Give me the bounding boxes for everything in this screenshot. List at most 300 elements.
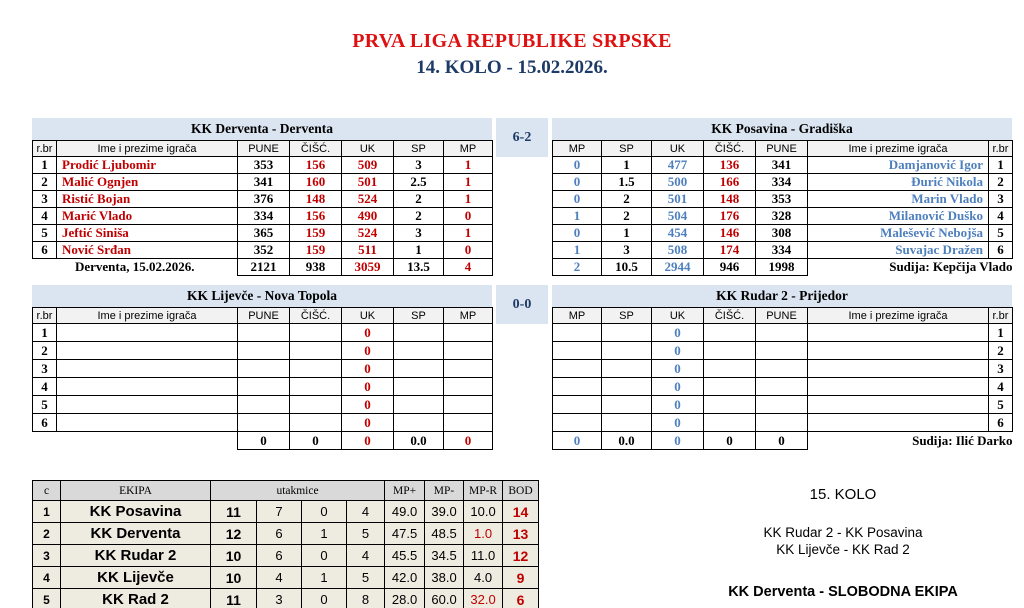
column-header-row xyxy=(33,308,493,324)
player-row xyxy=(553,242,1013,259)
player-name: Milanović Duško xyxy=(808,208,989,225)
player-rbr: 3 xyxy=(33,191,57,208)
uk-value: 0 xyxy=(342,414,394,432)
player-name xyxy=(57,360,238,378)
col-header-cisc: ČIŠĆ. xyxy=(290,308,342,324)
pune-total: 0 xyxy=(238,432,290,450)
team-name: KK Derventa xyxy=(61,523,211,545)
player-rbr: 6 xyxy=(989,414,1013,432)
uk-value: 454 xyxy=(652,225,704,242)
player-rbr: 6 xyxy=(33,242,57,259)
away-team-header: KK Rudar 2 - Prijedor xyxy=(552,285,1012,307)
pune-value xyxy=(756,324,808,342)
free-team-note: KK Derventa - SLOBODNA EKIPA xyxy=(728,584,958,600)
player-row xyxy=(553,174,1013,191)
player-row xyxy=(33,396,493,414)
pune-value: 376 xyxy=(238,191,290,208)
sp-value: 2.5 xyxy=(394,174,444,191)
col-header-uk: UK xyxy=(652,141,704,157)
player-name xyxy=(57,396,238,414)
uk-value: 0 xyxy=(342,342,394,360)
standings-row xyxy=(33,501,539,523)
mp-diff: 32.0 xyxy=(464,589,503,608)
sp-value xyxy=(394,396,444,414)
cisc-value: 146 xyxy=(704,225,756,242)
col-header-name: Ime i prezime igrača xyxy=(57,308,238,324)
pune-value xyxy=(756,342,808,360)
player-name: Nović Srđan xyxy=(57,242,238,259)
sp-value: 1.5 xyxy=(602,174,652,191)
pune-value: 353 xyxy=(756,191,808,208)
player-rbr: 6 xyxy=(33,414,57,432)
player-rbr: 2 xyxy=(989,342,1013,360)
cisc-total: 0 xyxy=(290,432,342,450)
match-1-home-table xyxy=(32,118,492,276)
player-name: Ristić Bojan xyxy=(57,191,238,208)
player-row xyxy=(553,225,1013,242)
player-row xyxy=(553,157,1013,174)
player-rbr: 6 xyxy=(989,242,1013,259)
player-rbr: 5 xyxy=(33,396,57,414)
col-header-mp-minus: MP- xyxy=(425,481,464,501)
totals-row xyxy=(33,432,493,450)
mp-plus: 28.0 xyxy=(385,589,425,608)
round-date-subtitle: 14. KOLO - 15.02.2026. xyxy=(416,57,608,78)
player-row xyxy=(553,208,1013,225)
pune-value xyxy=(238,360,290,378)
player-name: Prodić Ljubomir xyxy=(57,157,238,174)
lost: 5 xyxy=(347,567,385,589)
column-header-row xyxy=(553,141,1013,157)
pune-value: 341 xyxy=(238,174,290,191)
won: 6 xyxy=(257,523,302,545)
standings-header-row xyxy=(33,481,539,501)
referee-label: Sudija: Ilić Darko xyxy=(808,432,1013,450)
next-round-section xyxy=(670,480,1016,600)
player-name: Đurić Nikola xyxy=(808,174,989,191)
points: 6 xyxy=(503,589,539,608)
points: 12 xyxy=(503,545,539,567)
away-team-header: KK Posavina - Gradiška xyxy=(552,118,1012,140)
pune-value: 334 xyxy=(238,208,290,225)
cisc-value xyxy=(704,396,756,414)
mp-value xyxy=(553,342,602,360)
pune-total: 1998 xyxy=(756,259,808,276)
uk-value: 0 xyxy=(342,360,394,378)
rank: 1 xyxy=(33,501,61,523)
player-name xyxy=(808,360,989,378)
mp-value: 1 xyxy=(553,208,602,225)
mp-value xyxy=(444,324,493,342)
rank: 2 xyxy=(33,523,61,545)
mp-value xyxy=(444,396,493,414)
player-row xyxy=(33,324,493,342)
player-name xyxy=(808,378,989,396)
pune-value xyxy=(756,414,808,432)
score-column xyxy=(492,285,552,450)
sp-total: 10.5 xyxy=(602,259,652,276)
player-rbr: 2 xyxy=(33,342,57,360)
drawn: 1 xyxy=(302,567,347,589)
match-2-home-table xyxy=(32,285,492,450)
player-rbr: 3 xyxy=(33,360,57,378)
standings-row xyxy=(33,545,539,567)
team-name: KK Posavina xyxy=(61,501,211,523)
cisc-value: 136 xyxy=(704,157,756,174)
team-name: KK Rudar 2 xyxy=(61,545,211,567)
uk-value: 490 xyxy=(342,208,394,225)
lost: 4 xyxy=(347,501,385,523)
uk-value: 0 xyxy=(342,378,394,396)
sp-value: 2 xyxy=(394,191,444,208)
uk-value: 508 xyxy=(652,242,704,259)
venue-date-label xyxy=(33,432,238,450)
mp-plus: 42.0 xyxy=(385,567,425,589)
mp-value xyxy=(553,324,602,342)
mp-value: 0 xyxy=(444,208,493,225)
player-row xyxy=(553,342,1013,360)
uk-value: 524 xyxy=(342,191,394,208)
cisc-value xyxy=(704,342,756,360)
results-sheet xyxy=(0,30,1024,608)
player-rbr: 1 xyxy=(989,157,1013,174)
standings-row xyxy=(33,567,539,589)
player-rbr: 4 xyxy=(989,378,1013,396)
sp-value xyxy=(394,414,444,432)
sp-value: 1 xyxy=(602,157,652,174)
pune-value xyxy=(238,396,290,414)
lost: 8 xyxy=(347,589,385,608)
col-header-uk: UK xyxy=(342,308,394,324)
player-name xyxy=(57,324,238,342)
lost: 4 xyxy=(347,545,385,567)
match-1-away-table xyxy=(552,118,1012,276)
mp-value xyxy=(444,414,493,432)
next-round-title: 15. KOLO xyxy=(809,486,877,503)
pune-value: 308 xyxy=(756,225,808,242)
uk-value: 509 xyxy=(342,157,394,174)
cisc-value xyxy=(704,324,756,342)
match-2-away-table xyxy=(552,285,1012,450)
pune-total: 2121 xyxy=(238,259,290,276)
mp-total: 2 xyxy=(553,259,602,276)
match-2 xyxy=(32,285,1012,450)
cisc-value: 159 xyxy=(290,242,342,259)
cisc-total: 0 xyxy=(704,432,756,450)
mp-total: 0 xyxy=(444,432,493,450)
column-header-row xyxy=(553,308,1013,324)
team-name: KK Rad 2 xyxy=(61,589,211,608)
totals-row xyxy=(553,432,1013,450)
sp-value xyxy=(394,324,444,342)
sp-value xyxy=(602,378,652,396)
sp-value: 3 xyxy=(394,225,444,242)
sp-total: 0.0 xyxy=(602,432,652,450)
col-header-pune: PUNE xyxy=(238,308,290,324)
sp-value xyxy=(394,342,444,360)
mp-value xyxy=(553,378,602,396)
col-header-cisc: ČIŠĆ. xyxy=(290,141,342,157)
mp-value: 1 xyxy=(444,225,493,242)
mp-value xyxy=(444,378,493,396)
drawn: 0 xyxy=(302,501,347,523)
played: 11 xyxy=(211,589,257,608)
cisc-value: 148 xyxy=(704,191,756,208)
sp-value: 2 xyxy=(602,208,652,225)
cisc-value: 176 xyxy=(704,208,756,225)
player-row xyxy=(33,157,493,174)
col-header-uk: UK xyxy=(342,141,394,157)
mp-value xyxy=(553,414,602,432)
pune-total: 0 xyxy=(756,432,808,450)
played: 12 xyxy=(211,523,257,545)
uk-value: 0 xyxy=(652,360,704,378)
drawn: 0 xyxy=(302,545,347,567)
uk-value: 0 xyxy=(652,342,704,360)
col-header-mp-r: MP-R xyxy=(464,481,503,501)
player-name xyxy=(808,324,989,342)
pune-value: 328 xyxy=(756,208,808,225)
col-header-name: Ime i prezime igrača xyxy=(808,308,989,324)
mp-value: 0 xyxy=(553,157,602,174)
col-header-rank: c xyxy=(33,481,61,501)
pune-value: 334 xyxy=(756,242,808,259)
uk-value: 0 xyxy=(652,396,704,414)
col-header-pune: PUNE xyxy=(756,308,808,324)
player-row xyxy=(33,174,493,191)
next-round-fixtures xyxy=(670,524,1016,558)
col-header-name: Ime i prezime igrača xyxy=(808,141,989,157)
col-header-rbr: r.br xyxy=(33,141,57,157)
uk-total: 2944 xyxy=(652,259,704,276)
pune-value: 341 xyxy=(756,157,808,174)
col-header-mp-plus: MP+ xyxy=(385,481,425,501)
mp-plus: 49.0 xyxy=(385,501,425,523)
uk-value: 0 xyxy=(652,378,704,396)
score-column xyxy=(492,118,552,276)
cisc-value xyxy=(704,378,756,396)
cisc-value xyxy=(290,414,342,432)
player-name: Damjanović Igor xyxy=(808,157,989,174)
referee-label: Sudija: Kepčija Vlado xyxy=(808,259,1013,276)
cisc-value xyxy=(290,342,342,360)
lost: 5 xyxy=(347,523,385,545)
mp-value: 0 xyxy=(553,174,602,191)
cisc-value xyxy=(704,414,756,432)
cisc-value xyxy=(290,378,342,396)
mp-value: 1 xyxy=(444,191,493,208)
cisc-value: 174 xyxy=(704,242,756,259)
player-row xyxy=(33,414,493,432)
player-rbr: 1 xyxy=(33,157,57,174)
player-row xyxy=(553,191,1013,208)
col-header-name: Ime i prezime igrača xyxy=(57,141,238,157)
points: 14 xyxy=(503,501,539,523)
standings-row xyxy=(33,589,539,608)
pune-value xyxy=(238,324,290,342)
league-title: PRVA LIGA REPUBLIKE SRPSKE xyxy=(352,30,672,52)
team-name: KK Lijevče xyxy=(61,567,211,589)
cisc-value: 166 xyxy=(704,174,756,191)
player-rbr: 5 xyxy=(33,225,57,242)
pune-value: 334 xyxy=(756,174,808,191)
player-row xyxy=(33,208,493,225)
sp-total: 13.5 xyxy=(394,259,444,276)
sp-value: 3 xyxy=(602,242,652,259)
uk-value: 0 xyxy=(342,324,394,342)
standings-row xyxy=(33,523,539,545)
mp-value: 0 xyxy=(444,242,493,259)
pune-value xyxy=(238,342,290,360)
mp-minus: 60.0 xyxy=(425,589,464,608)
cisc-total: 946 xyxy=(704,259,756,276)
player-row xyxy=(33,360,493,378)
player-rbr: 5 xyxy=(989,396,1013,414)
cisc-value xyxy=(290,360,342,378)
cisc-value: 156 xyxy=(290,208,342,225)
totals-row xyxy=(33,259,493,276)
uk-total: 3059 xyxy=(342,259,394,276)
player-name xyxy=(57,414,238,432)
uk-value: 477 xyxy=(652,157,704,174)
player-row xyxy=(33,378,493,396)
sp-value xyxy=(602,414,652,432)
sp-total: 0.0 xyxy=(394,432,444,450)
mp-diff: 4.0 xyxy=(464,567,503,589)
uk-value: 0 xyxy=(652,324,704,342)
player-rbr: 2 xyxy=(989,174,1013,191)
uk-value: 501 xyxy=(342,174,394,191)
drawn: 0 xyxy=(302,589,347,608)
sp-value xyxy=(602,342,652,360)
home-team-header: KK Derventa - Derventa xyxy=(32,118,492,140)
mp-value: 0 xyxy=(553,225,602,242)
col-header-mp: MP xyxy=(553,308,602,324)
sp-value xyxy=(394,360,444,378)
sp-value xyxy=(394,378,444,396)
sp-value xyxy=(602,360,652,378)
player-row xyxy=(33,342,493,360)
mp-total: 4 xyxy=(444,259,493,276)
pune-value xyxy=(238,378,290,396)
pune-value: 352 xyxy=(238,242,290,259)
sp-value xyxy=(602,324,652,342)
player-name xyxy=(57,378,238,396)
col-header-mp: MP xyxy=(444,308,493,324)
col-header-mp: MP xyxy=(553,141,602,157)
mp-value: 1 xyxy=(553,242,602,259)
col-header-bod: BOD xyxy=(503,481,539,501)
cisc-value xyxy=(290,324,342,342)
mp-minus: 48.5 xyxy=(425,523,464,545)
player-rbr: 4 xyxy=(989,208,1013,225)
player-rbr: 3 xyxy=(989,360,1013,378)
player-name: Malešević Nebojša xyxy=(808,225,989,242)
match-1 xyxy=(32,118,1012,276)
venue-date-label: Derventa, 15.02.2026. xyxy=(33,259,238,276)
totals-row xyxy=(553,259,1013,276)
uk-value: 511 xyxy=(342,242,394,259)
pune-value xyxy=(238,414,290,432)
col-header-sp: SP xyxy=(602,308,652,324)
won: 6 xyxy=(257,545,302,567)
rank: 4 xyxy=(33,567,61,589)
player-row xyxy=(33,225,493,242)
player-row xyxy=(33,242,493,259)
player-name xyxy=(808,396,989,414)
uk-total: 0 xyxy=(342,432,394,450)
uk-value: 500 xyxy=(652,174,704,191)
mp-value: 1 xyxy=(444,174,493,191)
mp-value: 0 xyxy=(553,191,602,208)
player-row xyxy=(553,324,1013,342)
col-header-pune: PUNE xyxy=(238,141,290,157)
player-row xyxy=(553,396,1013,414)
mp-diff: 1.0 xyxy=(464,523,503,545)
won: 4 xyxy=(257,567,302,589)
fixture: KK Lijevče - KK Rad 2 xyxy=(776,542,910,557)
points: 9 xyxy=(503,567,539,589)
played: 11 xyxy=(211,501,257,523)
player-name: Marin Vlado xyxy=(808,191,989,208)
cisc-value: 159 xyxy=(290,225,342,242)
played: 10 xyxy=(211,567,257,589)
col-header-sp: SP xyxy=(394,308,444,324)
mp-value xyxy=(444,360,493,378)
player-row xyxy=(553,414,1013,432)
player-name xyxy=(57,342,238,360)
mp-value xyxy=(444,342,493,360)
match-score: 0-0 xyxy=(496,285,548,324)
mp-diff: 11.0 xyxy=(464,545,503,567)
mp-minus: 38.0 xyxy=(425,567,464,589)
player-name: Jeftić Siniša xyxy=(57,225,238,242)
sp-value: 1 xyxy=(394,242,444,259)
col-header-matches: utakmice xyxy=(211,481,385,501)
sp-value: 2 xyxy=(602,191,652,208)
col-header-team: EKIPA xyxy=(61,481,211,501)
home-team-header: KK Lijevče - Nova Topola xyxy=(32,285,492,307)
col-header-rbr: r.br xyxy=(33,308,57,324)
standings-section xyxy=(32,480,539,608)
mp-value: 1 xyxy=(444,157,493,174)
pune-value: 353 xyxy=(238,157,290,174)
cisc-value: 160 xyxy=(290,174,342,191)
uk-value: 501 xyxy=(652,191,704,208)
player-name xyxy=(808,414,989,432)
uk-total: 0 xyxy=(652,432,704,450)
standings-table xyxy=(32,480,539,608)
rank: 5 xyxy=(33,589,61,608)
rank: 3 xyxy=(33,545,61,567)
col-header-sp: SP xyxy=(394,141,444,157)
cisc-value: 148 xyxy=(290,191,342,208)
sp-value: 2 xyxy=(394,208,444,225)
player-rbr: 4 xyxy=(33,378,57,396)
mp-value xyxy=(553,396,602,414)
player-name: Malić Ognjen xyxy=(57,174,238,191)
column-header-row xyxy=(33,141,493,157)
mp-total: 0 xyxy=(553,432,602,450)
pune-value xyxy=(756,360,808,378)
drawn: 1 xyxy=(302,523,347,545)
player-row xyxy=(33,191,493,208)
col-header-cisc: ČIŠĆ. xyxy=(704,308,756,324)
cisc-value: 156 xyxy=(290,157,342,174)
col-header-cisc: ČIŠĆ. xyxy=(704,141,756,157)
pune-value: 365 xyxy=(238,225,290,242)
player-rbr: 1 xyxy=(989,324,1013,342)
